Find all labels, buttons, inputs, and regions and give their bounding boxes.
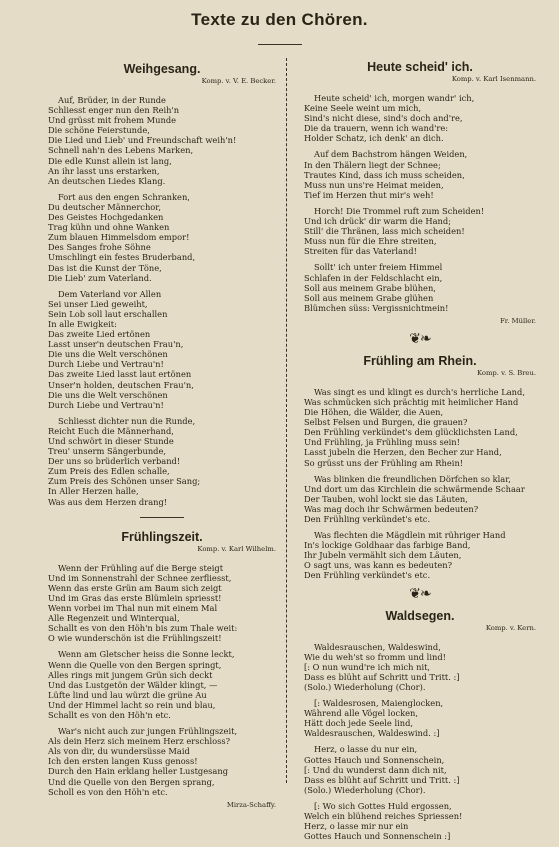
verse-line: Die da trauern, wenn ich wand're: (304, 123, 449, 134)
verse-line: Wenn der Frühling auf die Berge steigt (58, 562, 224, 573)
stanza (48, 726, 276, 797)
separator-rule (140, 517, 184, 518)
verse-line: Keine Seele weint um mich, (304, 103, 422, 114)
verse-line: Durch Liebe und Vertrau'n! (48, 399, 164, 410)
stanza (48, 649, 276, 720)
verse-line: O wie wunderschön ist die Frühlingszeit! (48, 633, 222, 644)
composer-credit: Komp. v. S. Breu. (477, 368, 536, 377)
stanza (304, 698, 536, 738)
verse-line: Während alle Vögel locken, (304, 708, 419, 719)
verse-line: Schliesst dichter nun die Runde, (58, 415, 196, 426)
stanza (304, 93, 536, 143)
verse-line: Muss nun uns're Heimat meiden, (304, 179, 444, 190)
verse-line: Sein Lob soll laut erschallen (48, 308, 168, 319)
song-block (48, 517, 276, 810)
composer-credit: Komp. v. Karl Wilhelm. (197, 544, 276, 553)
ornament-icon: ❦❧ (409, 585, 431, 602)
verse-line: Dem Vaterland vor Allen (58, 288, 162, 299)
verse-line: [: Und du wunderst dann dich nit, (304, 764, 447, 775)
stanza (48, 563, 276, 644)
verse-line: Die uns die Welt verschönen (48, 389, 168, 400)
author-credit: Fr. Müller. (500, 316, 536, 325)
verse-line: Zum blauen Himmelsdom empor! (48, 232, 190, 243)
verse-line: Den Frühling verkündet's dem glücklichsten Land, (304, 427, 518, 438)
verse-line: Treu' unserm Sängerbunde, (48, 446, 167, 457)
stanza (304, 206, 536, 256)
author-credit: Mirza-Schaffy. (226, 800, 276, 809)
stanza (304, 744, 536, 794)
verse-line: (Solo.) Wiederholung (Chor). (304, 784, 426, 795)
verse-line: Wenn das erste Grün am Baum sich zeigt (48, 582, 222, 593)
verse-line: Als von dir, du wundersüsse Maid (48, 746, 190, 757)
verse-line: Lüfte lind und lau würzt die grüne Au (48, 689, 207, 700)
verse-line: Auf, Brüder, in der Runde (58, 95, 166, 105)
verse-line: Das zweite Lied lasst laut ertönen (48, 369, 192, 380)
verse-line: Schallt es von den Höh'n etc. (48, 709, 171, 720)
verse-line: So grüsst uns der Frühling am Rhein! (304, 457, 464, 468)
verse-line: Die schöne Feierstunde, (48, 125, 150, 136)
verse-line: Durch den Hain erklang heller Lustgesang (48, 766, 229, 777)
verse-line: Welch ein blühend reiches Spriessen! (304, 810, 463, 821)
verse-line: In alle Ewigkeit: (48, 318, 117, 329)
verse-line: Heute scheid' ich, morgen wandr' ich, (314, 93, 475, 103)
composer-credit: Komp. v. Karl Isenmann. (451, 75, 536, 83)
verse-line: Holder Schatz, ich denk' an dich. (304, 133, 444, 144)
verse-line: In Aller Herzen halle, (48, 486, 139, 497)
verse-line: Alle Regenzeit und Winterqual, (48, 613, 180, 624)
verse-line: Schliesst enger nun den Reih'n (48, 105, 180, 116)
verse-line: Die Höhen, die Wälder, die Auen, (304, 407, 444, 418)
verse-line: Zum Preis des Edlen schalle, (48, 466, 170, 477)
verse-line: Und im Gras das erste Blümlein spriesst! (48, 592, 222, 603)
verse-line: Lasst jubeln die Herzen, den Becher zur Hand, (304, 447, 502, 458)
verse-line: Auf dem Bachstrom hängen Weiden, (314, 149, 468, 160)
verse-line: Und die Quelle von den Bergen sprang, (48, 776, 215, 787)
composer-credit: Komp. v. Kern. (485, 623, 536, 632)
left-column (48, 62, 276, 810)
verse-line: Den Frühling verkündet's etc. (304, 514, 431, 524)
verse-line: Des Geistes Hochgedanken (48, 212, 164, 223)
verse-line: Als dein Herz sich meinem Herz erschloss? (48, 736, 231, 747)
stanza (48, 289, 276, 410)
verse-line: Horch! Die Trommel ruft zum Scheiden! (314, 205, 485, 216)
verse-line: Sind's nicht diese, sind's doch and're, (304, 113, 463, 124)
song-title: Frühlingszeit. (121, 529, 203, 544)
verse-line: Soll aus meinem Grabe blühen, (304, 282, 436, 293)
verse-line: Reicht Euch die Männerhand, (48, 425, 174, 436)
song-block (304, 332, 536, 581)
verse-line: Des Sanges frohe Söhne (48, 242, 151, 253)
verse-line: Sollt' ich unter freiem Himmel (314, 262, 443, 273)
song-block (304, 587, 536, 842)
stanza (304, 149, 536, 199)
verse-line: Ihr Jubeln vermählt sich dem Läuten, (304, 550, 462, 561)
verse-line: Das zweite Lied ertönen (48, 329, 151, 340)
verse-line: Gottes Hauch und Sonnenschein, (304, 754, 445, 765)
verse-line: Fort aus den engen Schranken, (58, 191, 190, 202)
verse-line: Sei unser Lied geweiht, (48, 298, 148, 309)
verse-line: Selbst Felsen und Burgen, die grauen? (304, 417, 468, 428)
verse-line: Lasst unser'n deutschen Frau'n, (48, 339, 184, 350)
verse-line: (Solo.) Wiederholung (Chor). (304, 681, 426, 692)
verse-line: Still' die Thränen, lass mich scheiden! (304, 226, 465, 237)
verse-line: [: Wo sich Gottes Huld ergossen, (314, 800, 452, 811)
song-title: Frühling am Rhein. (363, 353, 477, 368)
verse-line: Streiten für das Vaterland! (304, 246, 417, 257)
stanza (48, 95, 276, 186)
verse-line: Waldesrauschen, Waldeswind. :] (304, 728, 440, 739)
verse-line: Und der Himmel lacht so rein und blau, (48, 699, 216, 710)
verse-line: Was mag doch ihr Schwärmen bedeuten? (304, 503, 479, 514)
verse-line: Tief im Herzen thut mir's weh! (304, 189, 434, 200)
verse-line: Wenn die Quelle von den Bergen springt, (48, 659, 222, 670)
verse-line: Durch Liebe und Vertrau'n! (48, 359, 164, 370)
song-title: Weihgesang. (123, 62, 201, 76)
verse-line: Und Frühling, ja Frühling muss sein! (304, 437, 460, 448)
verse-line: Was flechten die Mägdlein mit rühriger Hand (314, 530, 506, 541)
right-column (304, 60, 536, 847)
song-title: Waldsegen. (385, 608, 455, 623)
verse-line: Schallt es von den Höh'n bis zum Thale weit: (48, 623, 238, 634)
verse-line: Umschlingt ein festes Bruderband, (48, 252, 196, 263)
verse-line: Dass es blüht auf Schritt und Tritt. :] (304, 671, 460, 682)
verse-line: Wenn am Gletscher heiss die Sonne leckt, (58, 649, 235, 660)
verse-line: Alles rings mit jungem Grün sich deckt (48, 669, 213, 680)
verse-line: Hätt doch jede Seele lind, (304, 718, 414, 729)
verse-line: Die edle Kunst allein ist lang, (48, 155, 172, 166)
verse-line: Der uns so brüderlich verband! (48, 456, 181, 467)
verse-line: Und das Lustgetön der Wälder klingt, — (48, 679, 218, 690)
verse-line: Und im Sonnenstrahl der Schnee zerfliesst, (48, 572, 232, 583)
verse-line: Die Lieb' zum Vaterland. (48, 272, 152, 283)
stanza (48, 416, 276, 507)
verse-line: An deutschen Liedes Klang. (48, 175, 166, 186)
stanza (304, 642, 536, 692)
song-title: Heute scheid' ich. (367, 60, 473, 74)
verse-line: Gottes Hauch und Sonnenschein :] (304, 831, 451, 842)
verse-line: Was aus dem Herzen drang! (48, 496, 168, 507)
verse-line: Was schmücken sich prächtig mit heimlicher Hand (304, 396, 519, 407)
verse-line: Scholl es von den Höh'n etc. (48, 786, 168, 797)
verse-line: Wie du weh'st so fromm und lind! (304, 651, 446, 662)
verse-line: Muss nun für die Ehre streiten, (304, 236, 437, 247)
stanza (304, 262, 536, 312)
verse-line: Dass es blüht auf Schritt und Tritt. :] (304, 774, 460, 785)
verse-line: Ich den ersten langen Kuss genoss! (48, 756, 198, 767)
composer-credit: Komp. v. V. E. Becker. (201, 77, 276, 85)
verse-line: Unser'n holden, deutschen Frau'n, (48, 379, 194, 390)
verse-line: Trag kühn und ohne Wanken (48, 222, 170, 233)
song-block (48, 62, 276, 507)
verse-line: Das ist die Kunst der Töne, (48, 262, 162, 273)
song-block (304, 60, 536, 326)
title-rule (258, 44, 302, 45)
verse-line: Schlafen in der Feldschlacht ein, (304, 272, 443, 283)
verse-line: Und grüsst mit frohem Munde (48, 115, 177, 126)
stanza (304, 801, 536, 841)
stanza (304, 387, 536, 468)
verse-line: Zum Preis des Schönen unser Sang; (48, 476, 201, 487)
verse-line: Und dort um das Kirchlein die schwärmende Schaar (304, 483, 525, 494)
verse-line: Herz, o lasse mir nur ein (304, 821, 409, 832)
ornament-icon: ❦❧ (409, 330, 431, 347)
verse-line: Du deutscher Männerchor, (48, 201, 161, 212)
verse-line: Die uns die Welt verschönen (48, 349, 168, 360)
verse-line: Schnell nah'n des Lebens Marken, (48, 145, 194, 156)
verse-line: An ihr lasst uns erstarken, (48, 165, 160, 176)
verse-line: Herz, o lasse du nur ein, (314, 744, 418, 755)
stanza (304, 474, 536, 524)
verse-line: In's lockige Goldhaar das farbige Band, (304, 540, 471, 551)
verse-line: War's nicht auch zur jungen Frühlingszeit, (58, 726, 238, 737)
verse-line: Den Frühling verkündet's etc. (304, 570, 431, 581)
verse-line: Und schwört in dieser Stunde (48, 436, 174, 446)
column-divider (286, 58, 287, 783)
verse-line: Was blinken die freundlichen Dörfchen so klar, (314, 473, 511, 484)
verse-line: Wenn vorbei im Thal nun mit einem Mal (48, 603, 218, 614)
verse-line: In den Thälern liegt der Schnee; (304, 159, 441, 170)
verse-line: Waldesrauschen, Waldeswind, (314, 641, 441, 652)
verse-line: O sagt uns, was kann es bedeuten? (304, 560, 453, 571)
verse-line: Die Lied und Lieb' und Freundschaft weih'n! (48, 135, 237, 146)
verse-line: Der Tauben, wohl lockt sie das Läuten, (304, 493, 468, 504)
stanza (48, 192, 276, 283)
verse-line: Soll aus meinem Grabe glühen (304, 292, 434, 303)
verse-line: [: Waldesrosen, Maienglocken, (314, 698, 444, 709)
verse-line: Trautes Kind, dass ich muss scheiden, (304, 169, 465, 180)
page-title: Texte zu den Chören. (191, 10, 368, 29)
verse-line: [: O nun wund're ich mich nit, (304, 661, 431, 672)
verse-line: Blümchen süss: Vergissnichtmein! (304, 302, 449, 313)
verse-line: Was singt es und klingt es durch's herrliche Land, (314, 386, 525, 397)
verse-line: Und ich drück' dir warm die Hand; (304, 216, 452, 227)
stanza (304, 530, 536, 580)
